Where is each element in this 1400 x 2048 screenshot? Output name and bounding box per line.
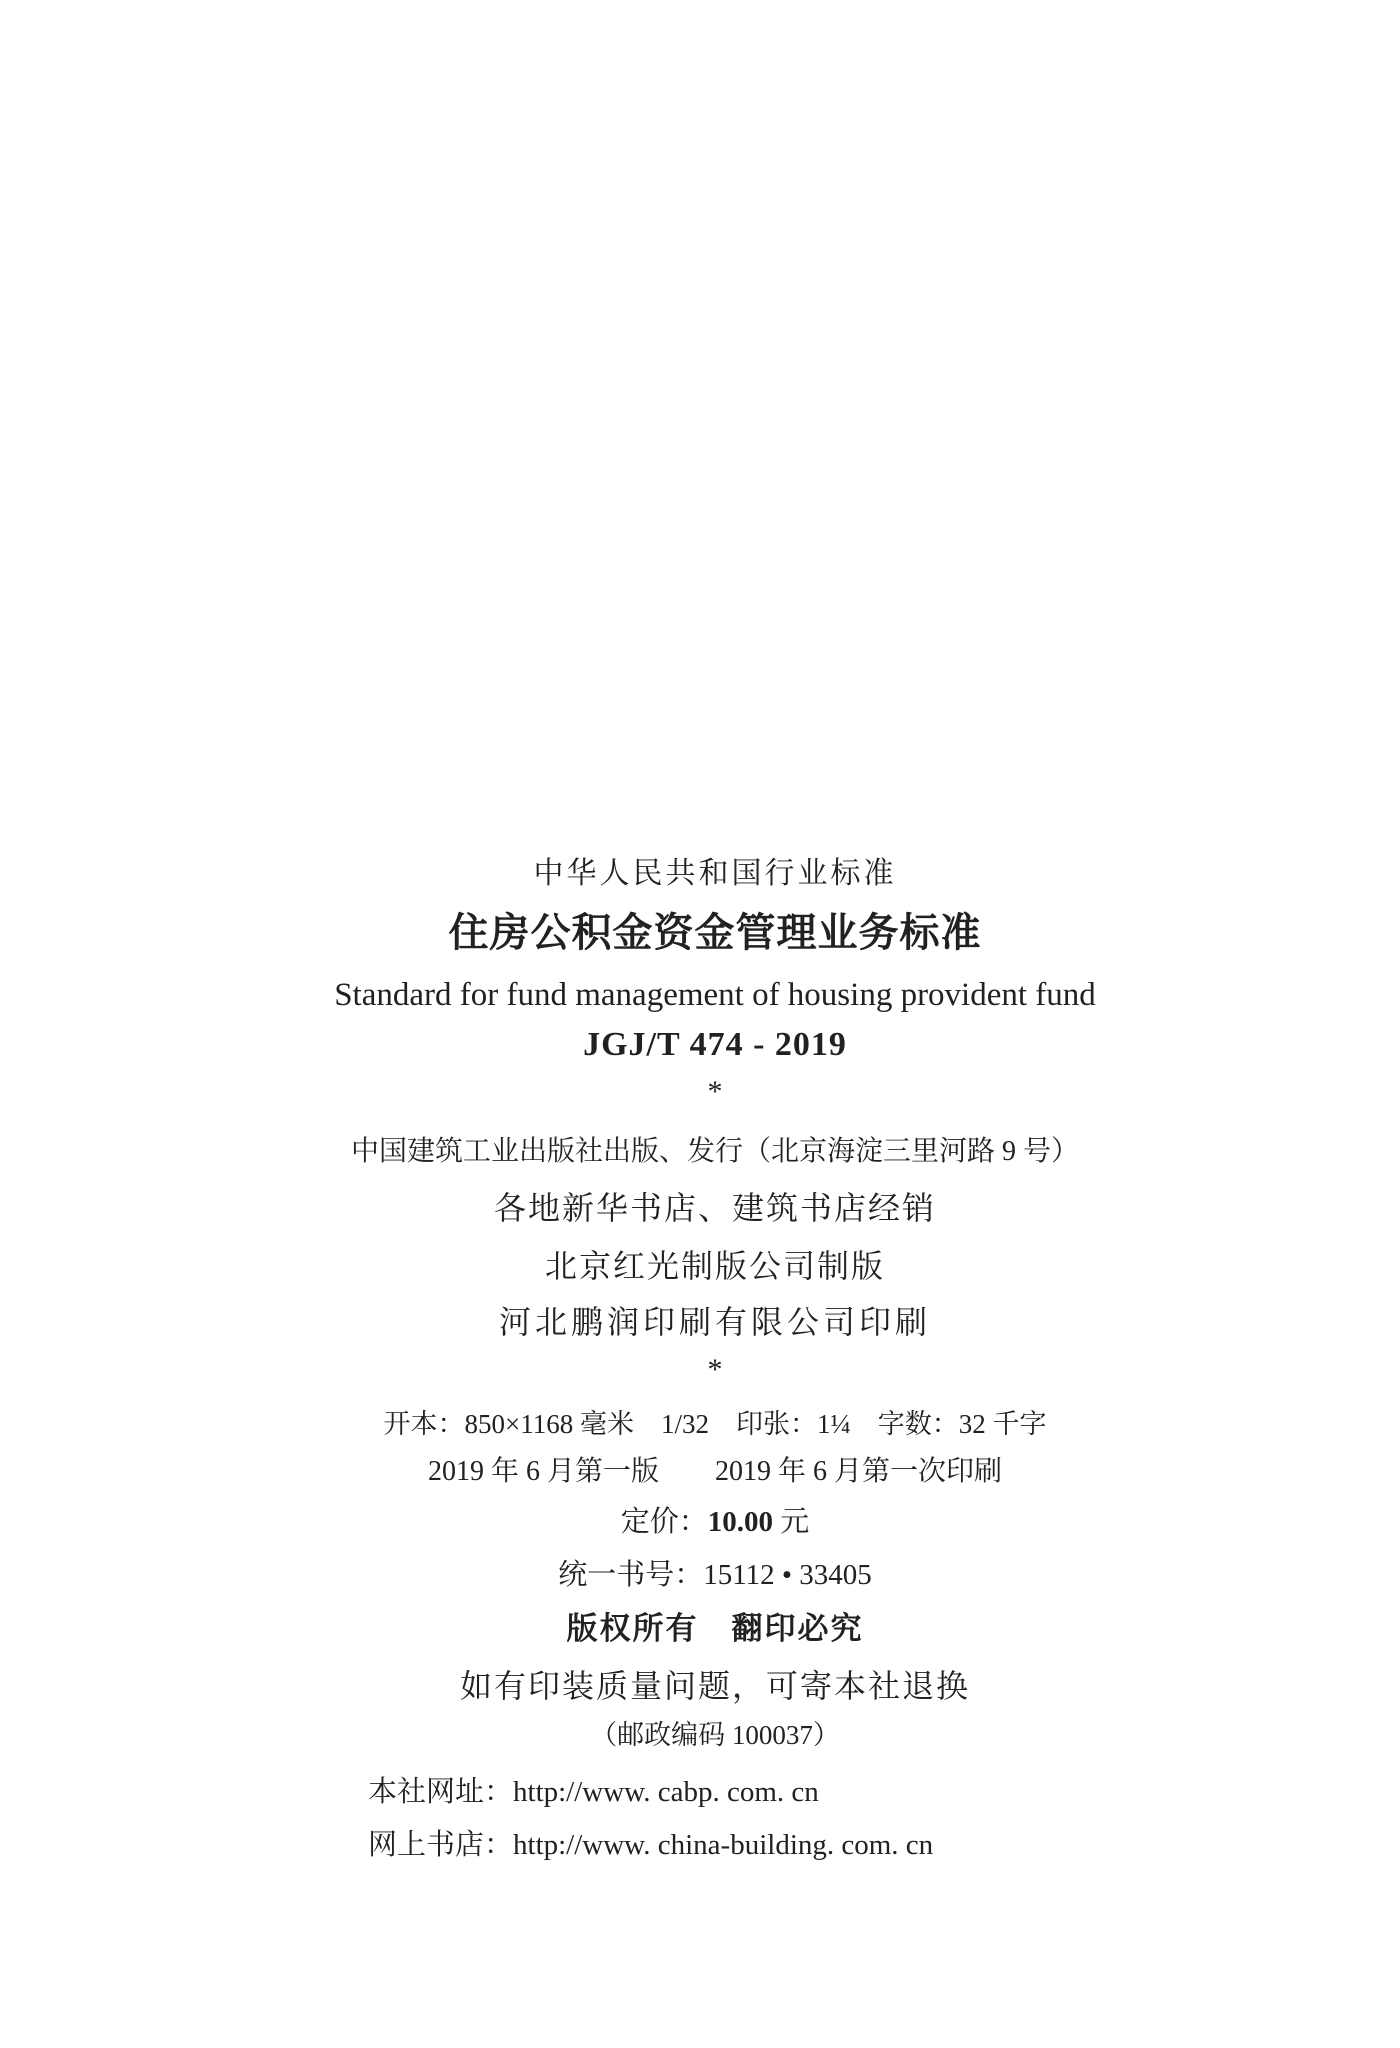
copyright-notice: 版权所有 翻印必究 (566, 1611, 864, 1646)
series-label: 中华人民共和国行业标准 (533, 857, 897, 890)
website-line (368, 1778, 819, 1807)
plate-making-line: 北京红光制版公司制版 (544, 1248, 885, 1284)
title-english: Standard for fund management of housing provident fund (334, 977, 1096, 1013)
returns-notice: 如有印装质量问题，可寄本社退换 (459, 1668, 970, 1704)
printing-line: 河北鹏润印刷有限公司印刷 (498, 1304, 931, 1340)
distribution-line: 各地新华书店、建筑书店经销 (493, 1190, 936, 1226)
page-title: 住房公积金资金管理业务标准 (448, 911, 982, 955)
price-value: 10.00 (707, 1506, 773, 1538)
book-number-line: 统一书号：15112 • 33405 (558, 1559, 872, 1591)
online-bookstore-label: 网上书店： (368, 1829, 514, 1861)
standard-code: JGJ/T 474 - 2019 (583, 1026, 847, 1063)
price-unit: 元 (773, 1506, 810, 1538)
website-url: http://www. cabp. com. cn (513, 1776, 819, 1808)
format-line: 开本：850×1168 毫米 1/32 印张：1¼ 字数：32 千字 (383, 1409, 1047, 1439)
separator-star-middle: * (707, 1353, 723, 1386)
website-label: 本社网址： (368, 1776, 514, 1808)
edition-line: 2019 年 6 月第一版 2019 年 6 月第一次印刷 (427, 1456, 1002, 1487)
separator-star-top: * (707, 1075, 723, 1108)
online-bookstore-url: http://www. china-building. com. cn (513, 1829, 934, 1861)
postal-code-line: （邮政编码 100037） (590, 1720, 840, 1750)
publisher-line: 中国建筑工业出版社出版、发行（北京海淀三里河路 9 号） (350, 1136, 1079, 1167)
price-line (30, 1508, 1400, 1537)
online-bookstore-line (368, 1831, 933, 1860)
price-label: 定价： (620, 1506, 708, 1538)
